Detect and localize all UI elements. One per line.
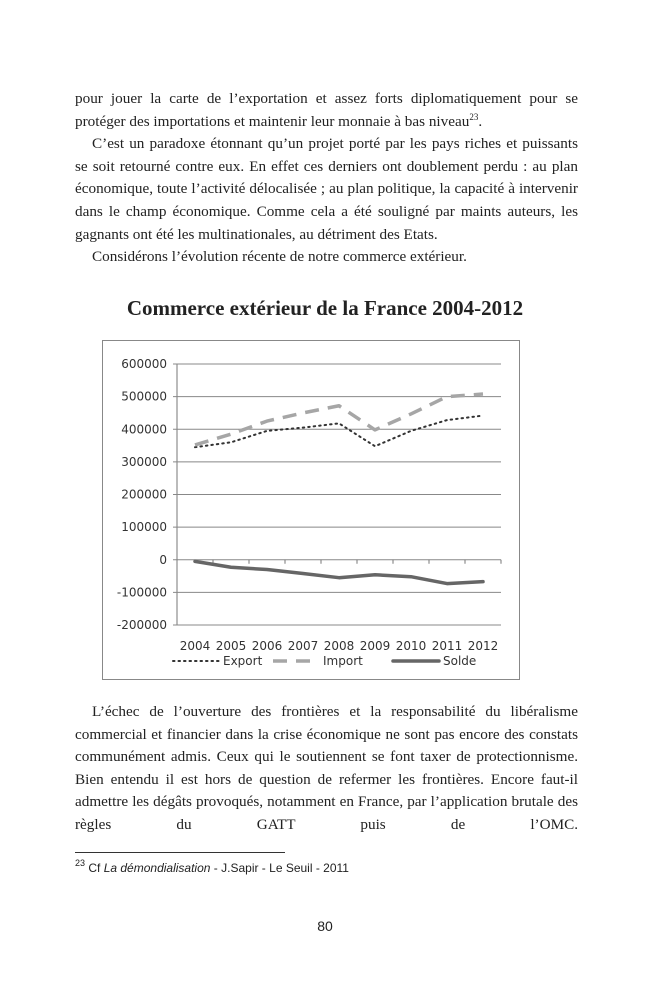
chart-frame: [102, 340, 520, 680]
paragraph: [75, 88, 578, 133]
x-tick-label: 2004: [179, 639, 211, 653]
paragraph: Considérons l’évolution récente de notre commerce extérieur.: [92, 248, 467, 266]
x-tick-label: 2012: [467, 639, 499, 653]
footnote-divider: [75, 852, 285, 853]
y-tick-label: 0: [159, 552, 167, 567]
legend-label-export: Export: [223, 654, 263, 668]
series-line-export: [195, 416, 483, 448]
line-chart: [103, 341, 521, 681]
footnote-title: La démondialisation: [103, 861, 211, 875]
paragraph: L’échec de l’ouverture des frontières et la responsabilité du libéralisme commercial et financier dans la crise économique ne sont pas encore des constats communément admis. Ceux qui le soutiennent se font taxer de protectionnisme. Bien entendu il est hors de question de refermer les frontières. Encore faut-il admettre les dégâts provoqués, notamment en France, par l’application brutale des règles du GATT puis de l’OMC.: [75, 703, 578, 833]
y-tick-label: -100000: [116, 585, 167, 600]
series-line-solde: [195, 561, 483, 583]
paragraph-text: pour jouer la carte de l’exportation et assez forts diplomatiquement pour se protéger des importations et maintenir leur monnaie à bas niveau: [75, 90, 578, 130]
legend-label-import: Import: [323, 654, 363, 668]
footnote: [75, 858, 349, 875]
x-tick-label: 2006: [251, 639, 283, 653]
top-text: [75, 88, 578, 269]
y-tick-label: 400000: [121, 422, 167, 437]
paragraph: C’est un paradoxe étonnant qu’un projet porté par les pays riches et puissants se soit retourné contre eux. En effet ces derniers ont doublement perdu : au plan économique, toute l’activité délocalisée ; au plan politique, la capacité à intervenir dans le champ économique. Comme cela a été souligné par maints auteurs, les gagnants ont été les multinationales, au détriment des Etats.: [75, 135, 578, 243]
x-tick-label: 2010: [395, 639, 427, 653]
y-tick-label: -200000: [116, 618, 167, 632]
page-number: 80: [317, 918, 333, 934]
x-tick-label: 2009: [359, 639, 391, 653]
bottom-text: [75, 701, 578, 837]
x-tick-label: 2007: [287, 639, 319, 653]
y-tick-label: 500000: [121, 389, 167, 404]
footnote-source: - J.Sapir - Le Seuil - 2011: [213, 861, 349, 875]
y-tick-label: 300000: [121, 454, 167, 469]
y-tick-label: 200000: [121, 487, 167, 502]
y-tick-label: 100000: [121, 520, 167, 535]
x-tick-label: 2005: [215, 639, 247, 653]
footnote-ref[interactable]: 23: [469, 111, 479, 122]
y-tick-label: 600000: [121, 357, 167, 371]
x-tick-label: 2011: [431, 639, 463, 653]
footnote-prefix: Cf: [88, 861, 101, 875]
series-line-import: [195, 394, 483, 445]
punct: .: [478, 112, 483, 130]
x-tick-label: 2008: [323, 639, 355, 653]
legend-label-solde: Solde: [443, 654, 477, 668]
chart-title: Commerce extérieur de la France 2004-2012: [126, 296, 524, 320]
footnote-number: 23: [75, 858, 86, 868]
